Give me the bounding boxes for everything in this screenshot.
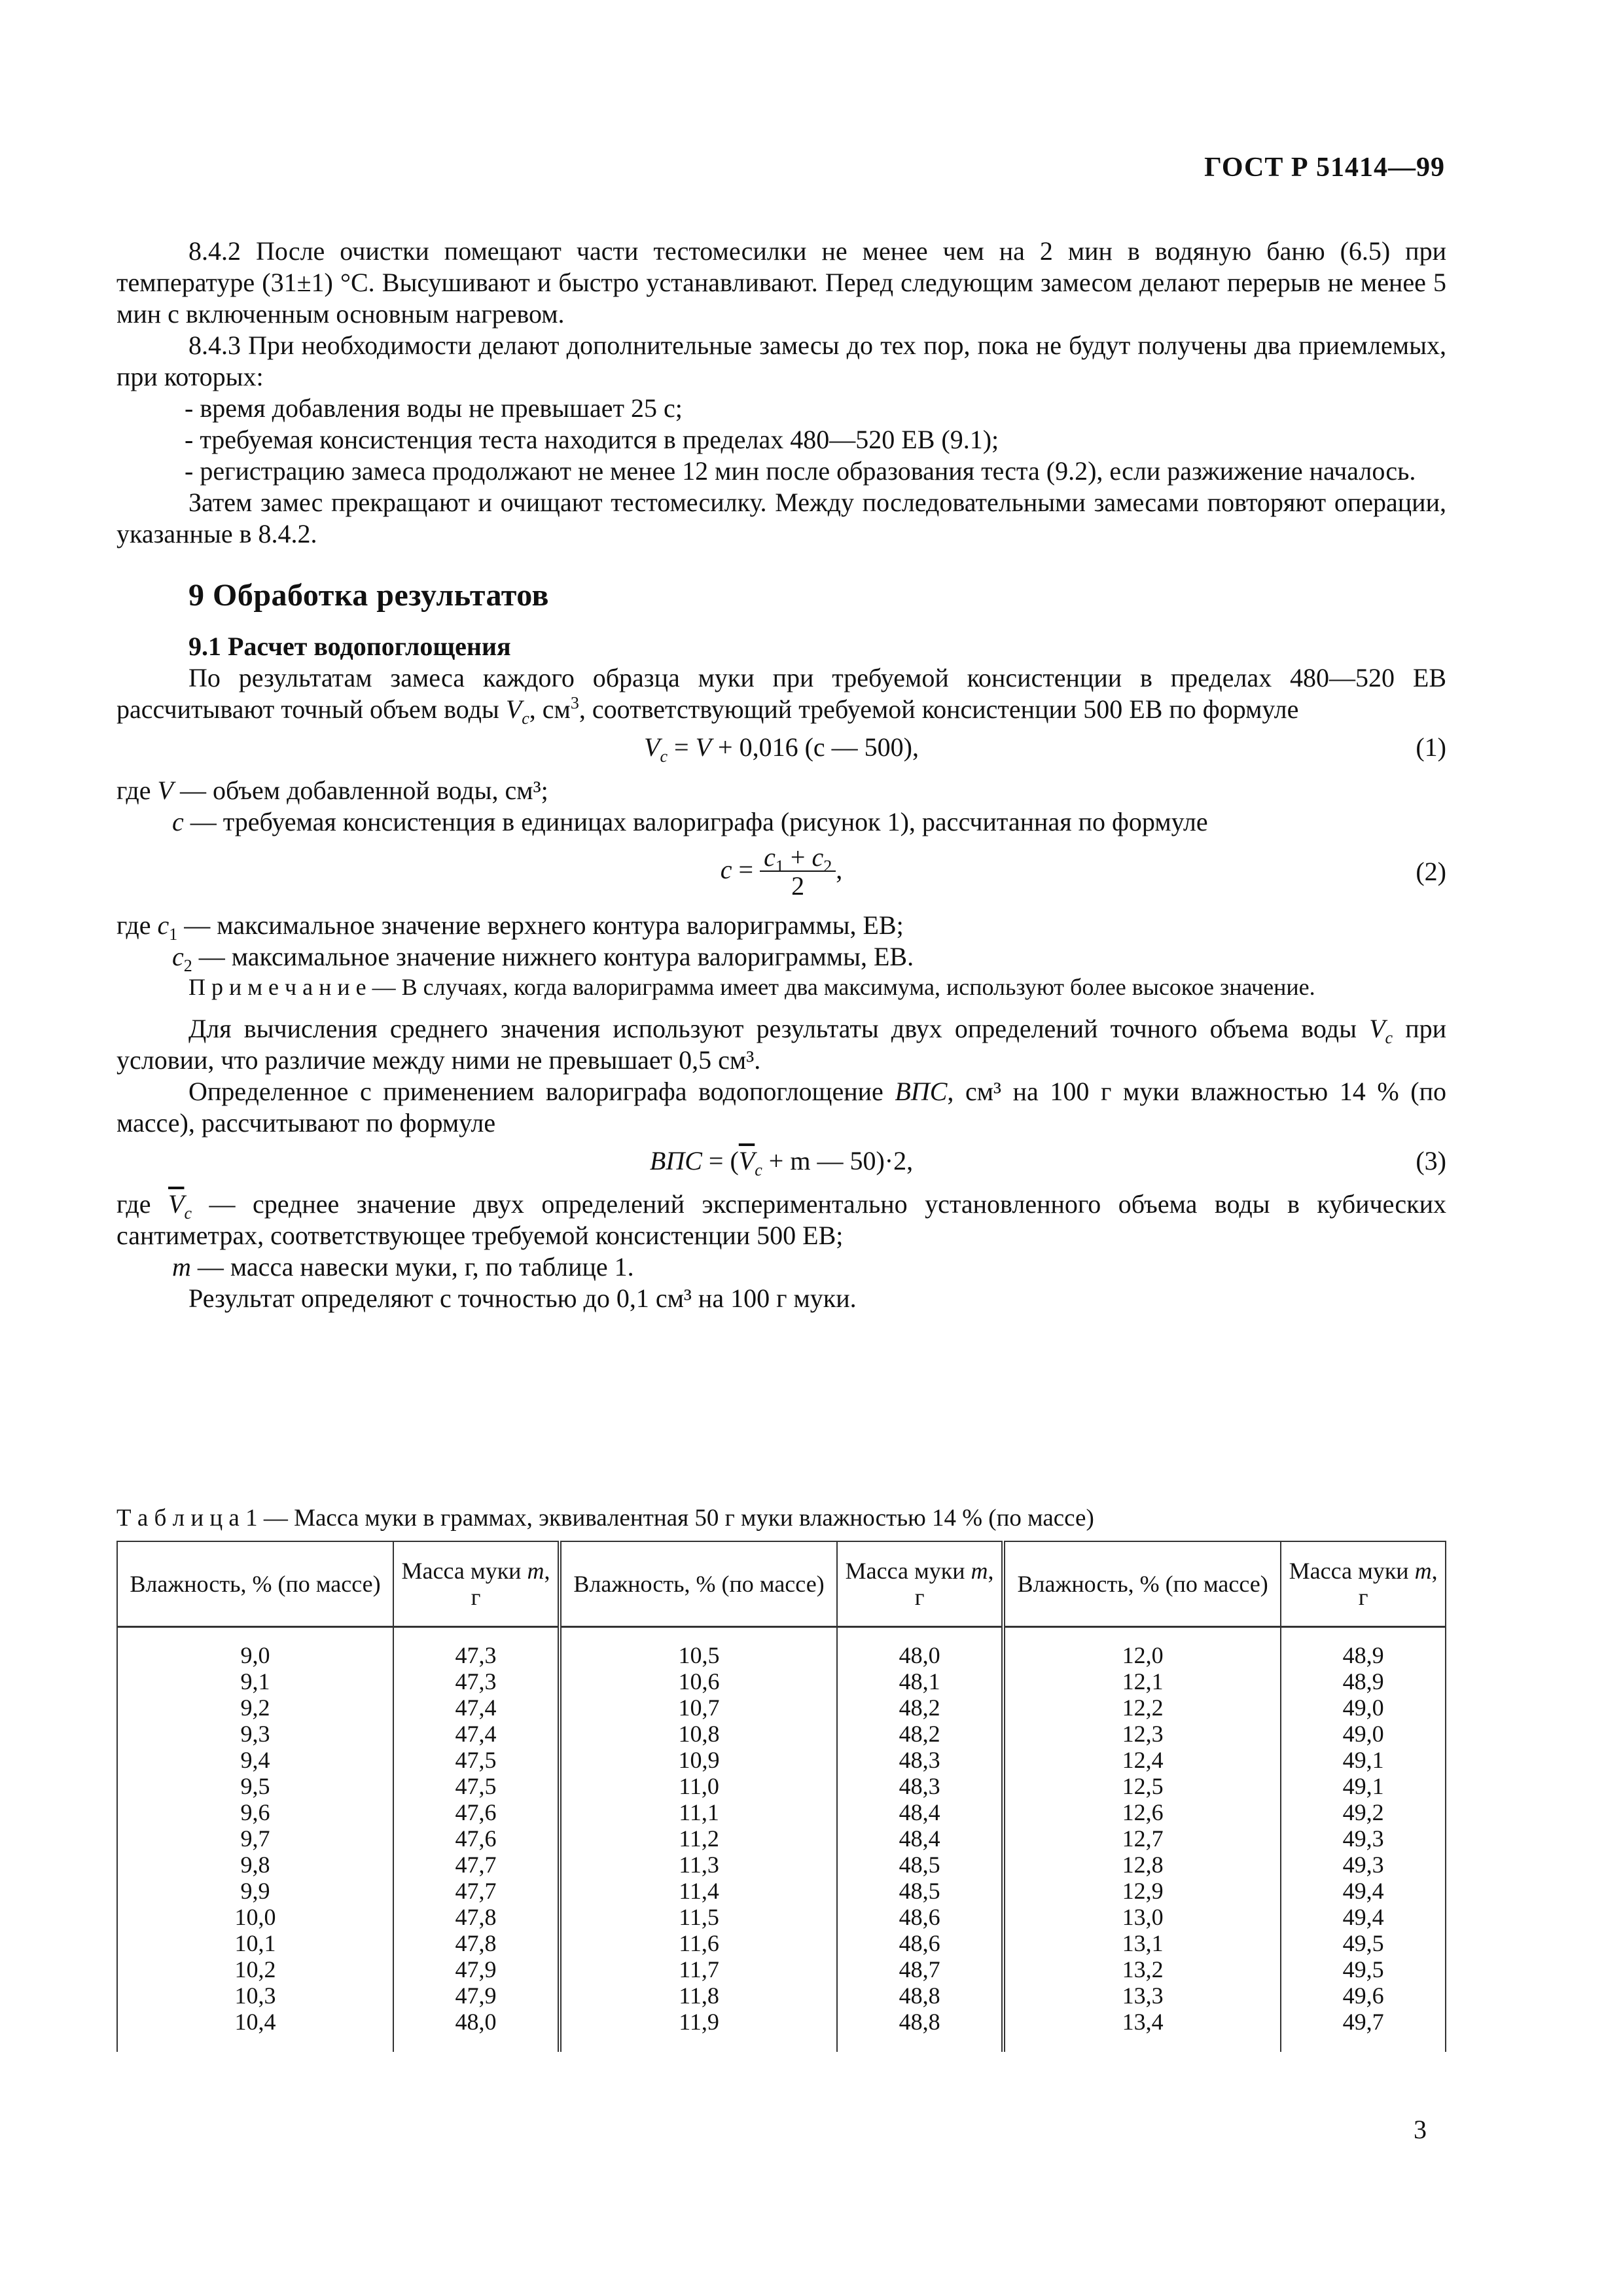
- paragraph-8-4-2: 8.4.2 После очистки помещают части тестомесилки не менее чем на 2 мин в водяную баню (6.5) при температуре (31±1) °С. Высушивают и быстро устанавливают. Перед следующим замесом делают перерыв не менее 5 мин с включенным основным нагревом.: [116, 236, 1446, 329]
- where-m: m — масса навески муки, г, по таблице 1.: [172, 1252, 634, 1282]
- table-row: [117, 1668, 1446, 1695]
- table-cell: 48,6: [837, 1930, 1003, 1956]
- column-header: Влажность, % (по массе): [560, 1541, 837, 1627]
- table-cell: 11,0: [560, 1773, 837, 1799]
- table-cell: 10,8: [560, 1721, 837, 1747]
- column-header: Масса муки m, г: [837, 1541, 1003, 1627]
- table-cell: 12,0: [1003, 1627, 1281, 1669]
- note: [116, 973, 1446, 1001]
- table-cell: 48,8: [837, 2009, 1003, 2052]
- table-cell: 11,5: [560, 1904, 837, 1930]
- table-row: [117, 1721, 1446, 1747]
- table-cell: 9,8: [117, 1852, 393, 1878]
- paragraph-9-1: По результатам замеса каждого образца муки при требуемой консистенции в пределах 480—520 ЕВ рассчитывают точный объем воды $V_c$, $см^3$, соответствующий требуемой консистенции 500 ЕВ по формуле: [116, 663, 1446, 728]
- table-caption-text: 1 — Масса муки в граммах, эквивалентная 50 г муки влажностью 14 % (по массе): [245, 1505, 1094, 1532]
- table-row: [117, 1747, 1446, 1773]
- table-cell: 9,1: [117, 1668, 393, 1695]
- where-c: c — требуемая консистенция в единицах валориграфа (рисунок 1), рассчитанная по формуле: [172, 807, 1208, 836]
- table-cell: 49,2: [1281, 1799, 1446, 1825]
- table-cell: 9,5: [117, 1773, 393, 1799]
- table-cell: 48,4: [837, 1799, 1003, 1825]
- formula-text: + 0,016 (c — 500),: [711, 732, 919, 762]
- table-cell: 12,6: [1003, 1799, 1281, 1825]
- table-row: [117, 1982, 1446, 2009]
- table-cell: 47,3: [393, 1668, 560, 1695]
- table-cell: 13,3: [1003, 1982, 1281, 2009]
- table-cell: 48,0: [837, 1627, 1003, 1669]
- table-cell: 13,0: [1003, 1904, 1281, 1930]
- text-run: По результатам замеса каждого образца муки при требуемой консистенции в пределах 480—520 ЕВ рассчитывают точный объем воды: [116, 663, 1446, 724]
- table-cell: 10,9: [560, 1747, 837, 1773]
- where-c2: $c_2$ — максимальное значение нижнего контура валориграммы, ЕВ.: [172, 942, 914, 975]
- table-cell: 47,6: [393, 1825, 560, 1852]
- table-cell: 49,0: [1281, 1695, 1446, 1721]
- table-cell: 47,7: [393, 1878, 560, 1904]
- table-header-row: [117, 1541, 1446, 1627]
- table-cell: 48,3: [837, 1773, 1003, 1799]
- section-title: 9 Обработка результатов: [188, 578, 549, 613]
- table-cell: 10,3: [117, 1982, 393, 2009]
- table-cell: 10,7: [560, 1695, 837, 1721]
- table-cell: 49,7: [1281, 2009, 1446, 2052]
- table-row: [117, 1695, 1446, 1721]
- page-number: 3: [1414, 2115, 1427, 2144]
- table-cell: 47,9: [393, 1956, 560, 1982]
- table-cell: 11,6: [560, 1930, 837, 1956]
- table-cell: 9,2: [117, 1695, 393, 1721]
- table-cell: 48,7: [837, 1956, 1003, 1982]
- formula-3: ВПС = ($\overline{V}_c + m$ — 50)·2, (3): [649, 1146, 1446, 1179]
- table-cell: 12,3: [1003, 1721, 1281, 1747]
- paragraph-final-8: Затем замес прекращают и очищают тестомесилку. Между последовательными замесами повторяют операции, указанные в 8.4.2.: [116, 488, 1446, 548]
- column-header: Влажность, % (по массе): [117, 1541, 393, 1627]
- formula-text: + m — 50)·2,: [762, 1146, 914, 1175]
- table-cell: 13,2: [1003, 1956, 1281, 1982]
- table-cell: 47,7: [393, 1852, 560, 1878]
- table-cell: 9,6: [117, 1799, 393, 1825]
- text-run: — среднее значение двух определений экспериментально установленного объема воды в кубических сантиметрах, соответствующее требуемой консистенции 500 ЕВ;: [116, 1189, 1446, 1250]
- where-v: где V — объем добавленной воды, см³;: [116, 776, 548, 805]
- body-text: [116, 236, 1446, 1314]
- text-run: — масса навески муки, г, по таблице 1.: [197, 1252, 634, 1282]
- table-cell: 48,8: [837, 1982, 1003, 2009]
- note-text: — В случаях, когда валориграмма имеет два максимума, используют более высокое значение.: [372, 974, 1315, 1000]
- text-run: — требуемая консистенция в единицах валориграфа (рисунок 1), рассчитанная по формуле: [190, 807, 1208, 836]
- table-cell: 48,4: [837, 1825, 1003, 1852]
- text-run: Определенное с применением валориграфа водопоглощение: [188, 1077, 883, 1106]
- document-code-header: ГОСТ Р 51414—99: [1204, 152, 1445, 183]
- table-row: [117, 1904, 1446, 1930]
- table-cell: 9,0: [117, 1627, 393, 1669]
- table-cell: 49,3: [1281, 1825, 1446, 1852]
- table-cell: 11,4: [560, 1878, 837, 1904]
- table-cell: 10,5: [560, 1627, 837, 1669]
- table-cell: 49,4: [1281, 1904, 1446, 1930]
- table-cell: 49,6: [1281, 1982, 1446, 2009]
- list-item: - регистрацию замеса продолжают не менее 12 мин после образования теста (9.2), если разжижение началось.: [185, 456, 1416, 486]
- paragraph-result: Результат определяют с точностью до 0,1 см³ на 100 г муки.: [188, 1283, 857, 1313]
- formula-number: (3): [1416, 1146, 1446, 1175]
- table-row: [117, 1852, 1446, 1878]
- table-cell: 48,3: [837, 1747, 1003, 1773]
- table-cell: 49,0: [1281, 1721, 1446, 1747]
- where-c1: где $c_1$ — максимальное значение верхнего контура валориграммы, ЕВ;: [116, 910, 904, 944]
- table-cell: 10,1: [117, 1930, 393, 1956]
- table-cell: 13,1: [1003, 1930, 1281, 1956]
- table-row: [117, 1878, 1446, 1904]
- table-cell: 47,4: [393, 1721, 560, 1747]
- table-cell: 48,9: [1281, 1668, 1446, 1695]
- table-row: [117, 1627, 1446, 1669]
- formula-2: c = $\frac{c_1 + c_2}{2}$ , (2): [720, 842, 1446, 901]
- fraction: $\frac{c_1 + c_2}{2}$: [760, 844, 836, 901]
- table-row: [117, 1773, 1446, 1799]
- table-cell: 49,3: [1281, 1852, 1446, 1878]
- table-cell: 48,2: [837, 1721, 1003, 1747]
- table-cell: 47,4: [393, 1695, 560, 1721]
- column-header: Масса муки m, г: [1281, 1541, 1446, 1627]
- formula-number: (2): [1416, 857, 1446, 886]
- table-cell: 47,5: [393, 1773, 560, 1799]
- paragraph-vps: Определенное с применением валориграфа водопоглощение ВПС, см³ на 100 г муки влажностью 14 % (по массе), рассчитывают по формуле: [116, 1077, 1447, 1138]
- table-cell: 11,1: [560, 1799, 837, 1825]
- moisture-mass-table: [116, 1541, 1446, 2052]
- table-row: [117, 1930, 1446, 1956]
- table-cell: 48,5: [837, 1878, 1003, 1904]
- table-row: [117, 1799, 1446, 1825]
- text-run: при условии, что различие между ними не превышает 0,5 см³.: [116, 1014, 1447, 1075]
- table-cell: 48,0: [393, 2009, 560, 2052]
- note-label: П р и м е ч а н и е: [188, 974, 366, 1000]
- table-cell: 49,4: [1281, 1878, 1446, 1904]
- table-cell: 11,2: [560, 1825, 837, 1852]
- table-row: [117, 2009, 1446, 2052]
- list-item: - время добавления воды не превышает 25 с;: [185, 393, 683, 423]
- paragraph-mean: Для вычисления среднего значения используют результаты двух определений точного объема воды $V_c$ при условии, что различие между ними не превышает 0,5 см³.: [116, 1014, 1447, 1075]
- where-vc-mean: где $\overline{V}_c$ — среднее значение двух определений экспериментально установленного объема воды в кубических сантиметрах, соответствующее требуемой консистенции 500 ЕВ;: [116, 1189, 1446, 1250]
- table-caption: [116, 1504, 1446, 1532]
- table-cell: 49,1: [1281, 1773, 1446, 1799]
- table-cell: 48,1: [837, 1668, 1003, 1695]
- table-cell: 12,5: [1003, 1773, 1281, 1799]
- table-cell: 48,6: [837, 1904, 1003, 1930]
- table-cell: 47,9: [393, 1982, 560, 2009]
- table-cell: 12,7: [1003, 1825, 1281, 1852]
- table-cell: 9,9: [117, 1878, 393, 1904]
- text-run: , соответствующий требуемой консистенции 500 ЕВ по формуле: [579, 694, 1299, 724]
- table-cell: 49,1: [1281, 1747, 1446, 1773]
- table-cell: 9,7: [117, 1825, 393, 1852]
- table-cell: 11,8: [560, 1982, 837, 2009]
- text-run: Для вычисления среднего значения используют результаты двух определений точного объема воды: [188, 1014, 1357, 1043]
- table-cell: 47,6: [393, 1799, 560, 1825]
- table-cell: 12,2: [1003, 1695, 1281, 1721]
- table-cell: 48,5: [837, 1852, 1003, 1878]
- subsection-title: 9.1 Расчет водопоглощения: [188, 632, 511, 661]
- table-cell: 11,7: [560, 1956, 837, 1982]
- formula-number: (1): [1416, 732, 1446, 762]
- table-row: [117, 1825, 1446, 1852]
- table-cell: 47,8: [393, 1930, 560, 1956]
- table-cell: 49,5: [1281, 1956, 1446, 1982]
- table-row: [117, 1956, 1446, 1982]
- table-cell: 9,4: [117, 1747, 393, 1773]
- text-run: — максимальное значение верхнего контура валориграммы, ЕВ;: [184, 910, 904, 940]
- table-cell: 49,5: [1281, 1930, 1446, 1956]
- table-cell: 10,2: [117, 1956, 393, 1982]
- table-cell: 11,3: [560, 1852, 837, 1878]
- column-header: Влажность, % (по массе): [1003, 1541, 1281, 1627]
- text-run: , см³ на 100 г муки влажностью 14 % (по массе), рассчитывают по формуле: [116, 1077, 1447, 1138]
- list-item: - требуемая консистенция теста находится в пределах 480—520 ЕВ (9.1);: [185, 425, 999, 454]
- table-body: [117, 1627, 1446, 2053]
- table-cell: 11,9: [560, 2009, 837, 2052]
- table-cell: 12,1: [1003, 1668, 1281, 1695]
- table-cell: 12,8: [1003, 1852, 1281, 1878]
- table-cell: 12,4: [1003, 1747, 1281, 1773]
- table-cell: 10,4: [117, 2009, 393, 2052]
- table-cell: 48,9: [1281, 1627, 1446, 1669]
- table-cell: 10,6: [560, 1668, 837, 1695]
- table-cell: 47,5: [393, 1747, 560, 1773]
- table-cell: 9,3: [117, 1721, 393, 1747]
- text-run: — максимальное значение нижнего контура валориграммы, ЕВ.: [198, 942, 914, 971]
- paragraph-8-4-3: 8.4.3 При необходимости делают дополнительные замесы до тех пор, пока не будут получены два приемлемых, при которых:: [116, 331, 1446, 391]
- table-cell: 47,3: [393, 1627, 560, 1669]
- table-cell: 47,8: [393, 1904, 560, 1930]
- formula-1: $V_c = V + 0,016$ (c — 500), (1): [644, 732, 1446, 766]
- table-cell: 48,2: [837, 1695, 1003, 1721]
- table-cell: 13,4: [1003, 2009, 1281, 2052]
- column-header: Масса муки m, г: [393, 1541, 560, 1627]
- table-cell: 12,9: [1003, 1878, 1281, 1904]
- table-caption-label: Т а б л и ц а: [116, 1505, 240, 1532]
- text-run: — объем добавленной воды, см³;: [179, 776, 548, 805]
- table-cell: 10,0: [117, 1904, 393, 1930]
